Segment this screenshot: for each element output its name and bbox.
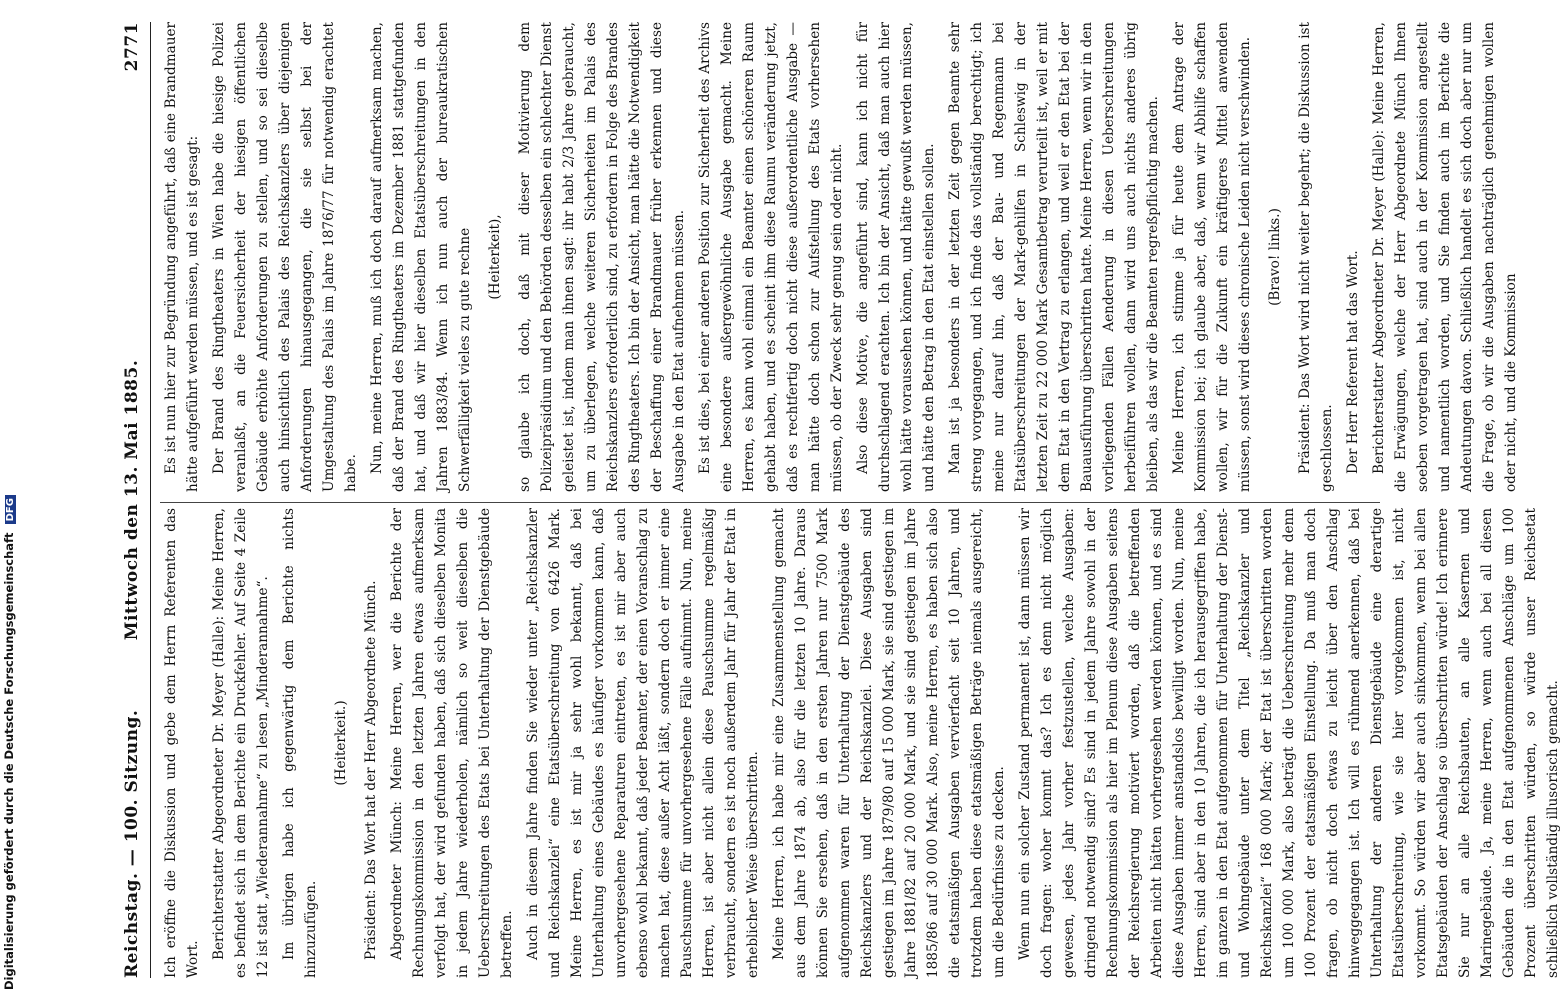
dfg-logo-icon: DFG (5, 495, 16, 524)
paragraph: Wenn nun ein solcher Zustand permanent ist, dann müssen wir doch fragen: woher kommt das? Ich es denn nicht möglich gewesen, jedes Jahr vorher festzustellen, welche Ausgaben: dringend notwendig sind? Es sind in jedem Jahre sowohl in der Rechnungskommission als hier im Plenum diese Ausgaben seitens der Reichsregierung motiviert worden, daß die betreffenden Arbeiten nicht hätten vorhergesehen werden können, und es sind diese Ausgaben immer anstandslos bewilligt worden. Nun, meine Herren, sind aber in den 10 Jahren, die ich herausgegriffen habe, im ganzen in den Etat aufgenommen für Unterhaltung der Dienst- und Wohngebäude unter dem Titel „Reichskanzler und Reichskanzlei“ 168 000 Mark; der Etat ist überschritten worden um 100 000 Mark, also beträgt die Ueberschreitung mehr denn 100 Prozent der etatsmäßigen Einstellung. Da muß man doch fragen, ob nicht doch etwas zu leicht über den Anschlag hinweggegangen ist. Ich will es rühmend anerkennen, daß bei Unterhaltung der anderen Dienstgebäude eine derartige Etatsüberschreitung, wie sie hier vorgekommen ist, nicht vorkommt. So würden wir aber auch sinkommen, wenn bei allen Etatsgebäuden der Anschlag so überschritten würde! Ich erinnere Sie nur an alle Reichsbauten, an alle Kasernen und Marinegebäude. Ja, meine Herren, wenn auch bei all diesen Gebäuden die in den Etat aufgenommenen Anschläge um 100 Prozent überschritten würden, so würde unser Reichsetat schließlich vollständig illusorisch gemacht. (1017, 508, 1561, 978)
paragraph: Auch in diesem Jahre finden Sie wieder unter „Reichskanzler und Reichskanzlei“ eine Etatsüberschreitung von 6426 Mark. Meine Herren, es ist mir ja sehr wohl bekannt, daß bei Unterhaltung eines Gebäudes es häufiger vorkommen kann, daß unvorhergesehene Reparaturen eintreten, es ist mir aber auch ebenso wohl bekannt, daß jeder Beamter, der einen Voranschlag zu machen hat, diese außer Acht läßt, sondern doch er immer eine Pauschsumme für unvorhergesehene Fälle aufnimmt. Nun, meine Herren, ist aber nicht allein diese Pauschsumme regelmäßig verbraucht, sondern es ist noch außerdem Jahr für Jahr der Etat in erheblicher Weise überschritten. (525, 508, 761, 978)
paragraph: Meine Herren, ich stimme ja für heute dem Antrage der Kommission bei; ich glaube aber, daß, wenn wir Abhilfe schaffen wollen, wir für die Zukunft ein kräftigeres Mittel anwenden müssen, sonst wird dieses chronische Leiden nicht verschwinden. (1171, 22, 1253, 492)
paragraph: Abgeordneter Münch: Meine Herren, wer die Berichte der Rechnungskommission in den letzten Jahren etwas aufmerksam verfolgt hat, der wird gefunden haben, daß sich dieselben Monita in jedem Jahre wiederholen, nämlich so weit dieselben die Ueberschreitungen des Etats bei Unterhaltung der Dienstgebäude betreffen. (389, 508, 515, 978)
digitization-credit-strip (0, 0, 22, 1000)
interjection: (Bravo! links.) (1267, 208, 1283, 306)
paragraph: Der Herr Referent hat das Wort. (1345, 250, 1361, 474)
scanned-page (108, 0, 1561, 1000)
paragraph: Also diese Motive, die angeführt sind, kann ich nicht für durchschlagend erachten. Ich bin der Ansicht, daß man auch hier wohl hätte voraussehen können, und hätte gewußt werden müssen, und hätte den Betrag in den Etat einstellen sollen. (855, 22, 937, 492)
paragraph: Meine Herren, ich habe mir eine Zusammenstellung gemacht aus dem Jahre 1874 ab, also für die letzten 10 Jahre. Daraus können Sie ersehen, daß in den ersten Jahren nur 7500 Mark aufgenommen waren für Unterhaltung der Dienstgebäude des Reichskanzlers und der Reichskanzlei. Diese Ausgaben sind gestiegen im Jahre 1879/80 auf 15 000 Mark, sie sind gestiegen im Jahre 1881/82 auf 20 000 Mark, und sie sind gestiegen im Jahre 1885/86 auf 30 000 Mark. Also, meine Herren, es haben sich also die etatsmäßigen Ausgaben vervierfacht seit 10 Jahren, und trotzdem haben diese etatsmäßigen Beträge niemals ausgereicht, um die Bedürfnisse zu decken. (771, 508, 1007, 978)
paragraph: Nun, meine Herren, muß ich doch darauf aufmerksam machen, daß der Brand des Ringtheaters im Dezember 1881 stattgefunden hat, und daß wir hier dieselben Etatsüberschreitungen in den Jahren 1883/84. Wenn ich nun auch der bureaukratischen Schwerfälligkeit vieles zu gute rechne (369, 22, 473, 492)
credit-text: Digitalisierung gefördert durch die Deutsche Forschungsgemeinschaft (2, 532, 16, 990)
interjection: (Heiterkeit.) (333, 700, 349, 786)
paragraph: Ich eröffne die Diskussion und gebe dem Herrn Referenten das Wort. (163, 508, 201, 978)
paragraph: Im übrigen habe ich gegenwärtig dem Berichte nichts hinzuzufügen. (281, 508, 319, 978)
page-number: 2771 (122, 22, 142, 72)
paragraph: so glaube ich doch, daß mit dieser Motivierung dem Polizeipräsidium und den Behörden desselben ein schlechter Dienst geleistet ist, indem man ihnen sagt: ihr habt 2/3 Jahre gebraucht, um zu überlegen, welche weiteren Sicherheiten im Palais des Reichskanzlers erforderlich sind, zu erfordern in Folge des Brandes des Ringtheaters. Ich bin der Ansicht, man hätte die Notwendigkeit der Beschaffung einer Brandmauer früher erkennen und diese Ausgabe in den Etat aufnehmen müssen. (517, 22, 687, 492)
header-rule (150, 22, 151, 978)
right-column (160, 22, 1519, 492)
column-divider (160, 502, 1380, 503)
left-column (160, 508, 1561, 978)
interjection: (Heiterkeit), (487, 214, 503, 300)
header-session: Reichstag. — 100. Sitzung. (122, 709, 142, 978)
paragraph: Berichterstatter Abgeordneter Dr. Meyer (Halle): Meine Herren, die Erwägungen, welche der Herr Abgeordnete Münch Ihnen soeben vorgetragen hat, sind auch in der Kommission angestellt und namentlich worden, und Sie finden auch im Berichte die Andeutungen davon. Schließlich handelt es sich doch aber nur um die Frage, ob wir die Ausgaben nachträglich genehmigen wollen oder nicht, und die Kommission (1371, 22, 1519, 492)
paragraph: Präsident: Das Wort hat der Herr Abgeordnete Münch. (363, 580, 379, 960)
header-date: Mittwoch den 13. Mai 1885. (122, 359, 142, 641)
page-header (118, 22, 148, 978)
paragraph: Es ist nun hier zur Begründung angeführt, daß eine Brandmauer hätte aufgeführt werden müssen, und es ist gesagt: (163, 22, 201, 492)
quotation: Der Brand des Ringtheaters in Wien habe die hiesige Polizei veranlaßt, an die Feuersicherheit der hiesigen öffentlichen Gebäude erhöhte Anforderungen zu stellen, und so sei dieselbe auch hinsichtlich des Palais des Reichskanzlers über diejenigen Anforderungen hinausgegangen, die sie selbst bei der Umgestaltung des Palais im Jahre 1876/77 für notwendig erachtet habe. (211, 22, 359, 492)
paragraph: Berichterstatter Abgeordneter Dr. Meyer (Halle): Meine Herren, es befindet sich in dem Berichte ein Druckfehler. Auf Seite 4 Zeile 12 ist statt „Wiederannahme“ zu lesen „Minderannahme“. (211, 508, 271, 978)
paragraph: Es ist dies, bei einer anderen Position zur Sicherheit des Archivs eine besondere außergewöhnliche Ausgabe gemacht. Meine Herren, es kann wohl einmal ein Beamter einen schöneren Raum gehabt haben, und es scheint ihm diese Raumu veränderung jetzt, daß es rechtfertig doch nicht diese außerordentliche Ausgabe — man hätte doch schon zur Aufstellung des Etats vorhersehen müssen, ob der Zweck sehr genug sein oder nicht. (697, 22, 845, 492)
paragraph: Man ist ja besonders in der letzten Zeit gegen Beamte sehr streng vorgegangen, und ich finde das vollständig berechtigt; ich meine nur darauf hin, daß der Bau- und Regenmann bei Etatsüberschreitungen der Mark-gehilfen in Schleswig in der letzten Zeit zu 22 000 Mark Gesamtbetrag verurteilt ist, weil er mit dem Etat in den Vertrag zu erlangen, und weil er den Etat bei der Bauausführung überschritten hatte. Meine Herren, wenn wir in den vorliegenden Fällen Aenderung in diesen Ueberschreitungen herbeiführen wollen, dann wird uns auch nichts anderes übrig bleiben, als das wir die Beamten regreßpflichtig machen. (947, 22, 1161, 492)
digitization-credit (2, 0, 16, 990)
paragraph: Präsident: Das Wort wird nicht weiter begehrt; die Diskussion ist geschlossen. (1297, 22, 1335, 492)
